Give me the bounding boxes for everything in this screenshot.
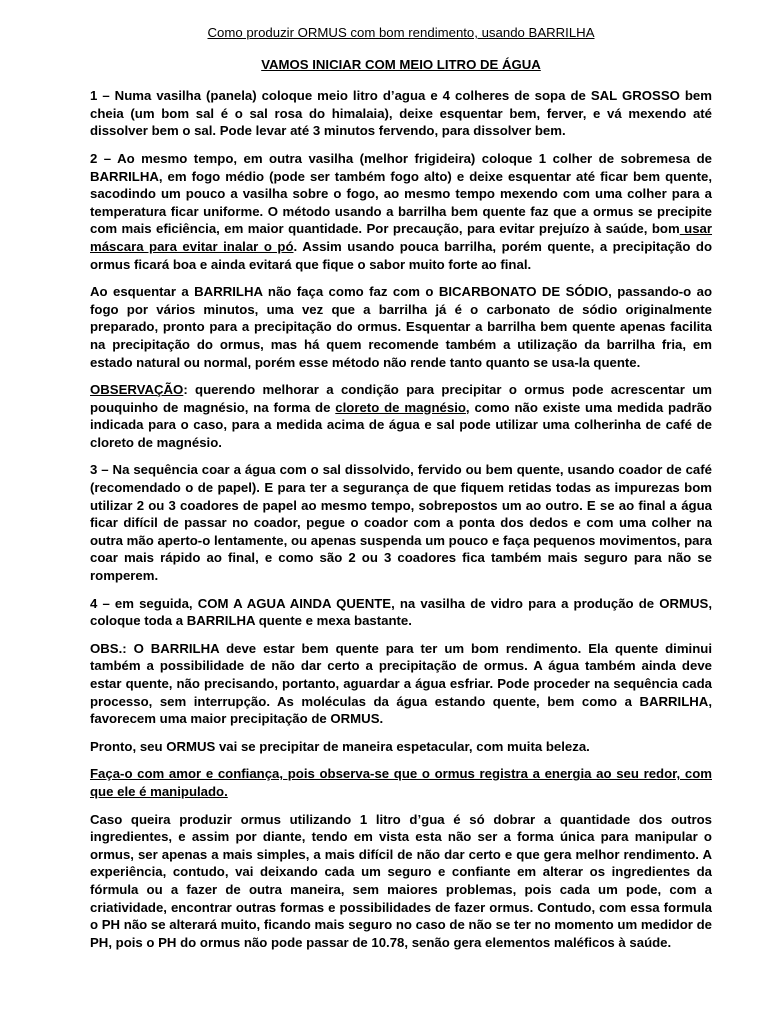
paragraph-obs: OBS.: O BARRILHA deve estar bem quente para ter um bom rendimento. Ela quente diminui também a possibilidade de não dar certo a precipitação de ormus. A água também ainda deve estar quente, não precisando, portanto, aguardar a água esfriar. Pode proceder na sequência cada processo, sem interrupção. As moléculas da água estando quente, bem como a BARRILHA, favorecem uma maior precipitação de ORMUS. xyxy=(90,640,712,727)
paragraph-step-3: 3 – Na sequência coar a água com o sal dissolvido, fervido ou bem quente, usando coador de café (recomendado o de papel). E para ter a segurança de que fiquem retidas todas as impurezas bom utilizar 2 ou 3 coadores de papel ao mesmo tempo, sobrepostos um ao outro. E se ao final a água ficar difícil de passar no coador, pegue o coador com a ponta dos dedos e com uma colher na outra mão aperto-o lentamente, ou apenas suspenda um pouco e faça pequenos movimentos, para coar mais rápido ao final, e como são 2 ou 3 coadores fica também mais seguro para não se romperem. xyxy=(90,462,712,584)
paragraph-barrilha-note: Ao esquentar a BARRILHA não faça como faz com o BICARBONATO DE SÓDIO, passando-o ao fogo por vários minutos, uma vez que a barrilha já é o carbonato de sódio originalmente preparado, pronto para a precipitação do ormus. Esquentar a barrilha bem quente apenas facilita na precipitação do ormus, mas há quem recomende também a utilização da barrilha fria, em estado natural ou normal, porém esse método não rende tanto quanto se usa-la quente. xyxy=(90,284,712,370)
paragraph-one-liter: Caso queira produzir ormus utilizando 1 litro d’gua é só dobrar a quantidade dos outros ingredientes, e assim por diante, tendo em vista esta não ser a forma única para manipular o ormus, ser apenas a mais simples, a mais difícil de não dar certo e que gera melhor rendimento. A experiência, contudo, vai deixando cada um seguro e confiante em alterar os ingredientes da fórmula ou a fazer de outra maneira, sem maiores problemas, pois cada um pode, com a criatividade, encontrar outras formas e possibilidades de fazer ormus. Contudo, com essa formula o PH não se alterará muito, ficando mais seguro no caso de não se ter no momento um medidor de PH, pois o PH do ormus não pode passar de 10.78, senão gera elementos maléficos à saúde. xyxy=(90,811,712,950)
paragraph-observation: OBSERVAÇÃO: querendo melhorar a condição para precipitar o ormus pode acrescentar um pouquinho de magnésio, na forma de cloreto de magnésio, como não existe uma medida padrão indicada para o caso, para a medida acima de água e sal pode utilizar uma colherinha de café de cloreto de magnésio. xyxy=(90,382,712,450)
paragraph-step-4: 4 – em seguida, COM A AGUA AINDA QUENTE, na vasilha de vidro para a produção de ORMUS, coloque toda a BARRILHA quente e mexa bastante. xyxy=(90,595,712,629)
document-title: Como produzir ORMUS com bom rendimento, usando BARRILHA xyxy=(207,25,595,40)
document-subtitle: VAMOS INICIAR COM MEIO LITRO DE ÁGUA xyxy=(261,56,541,72)
paragraph-step-2: 2 – Ao mesmo tempo, em outra vasilha (melhor frigideira) coloque 1 colher de sobremesa de BARRILHA, em fogo médio (pode ser também fogo alto) e deixe esquentar até ficar bem quente, sacodindo um pouco a vasilha sobre o fogo, ao mesmo tempo mexendo com uma colher para a temperatura ficar uniforme. O método usando a barrilha bem quente faz que a ormus se precipite com mais eficiência, em maior quantidade. Por precaução, para evitar prejuízo à saúde, bom usar máscara para evitar inalar o pó. Assim usando pouca barrilha, porém quente, a precipitação do ormus ficará boa e ainda evitará que fique o sabor muito forte ao final. xyxy=(90,150,712,272)
paragraph-love: Faça-o com amor e confiança, pois observa-se que o ormus registra a energia ao seu redor, com que ele é manipulado. xyxy=(90,766,712,799)
paragraph-ready: Pronto, seu ORMUS vai se precipitar de maneira espetacular, com muita beleza. xyxy=(90,738,590,754)
paragraph-step-1: 1 – Numa vasilha (panela) coloque meio litro d’agua e 4 colheres de sopa de SAL GROSSO bem cheia (um bom sal é o sal rosa do himalaia), deixe esquentar bem, ferver, e vá mexendo até dissolver bem o sal. Pode levar até 3 minutos fervendo, para dissolver bem. xyxy=(90,88,712,139)
